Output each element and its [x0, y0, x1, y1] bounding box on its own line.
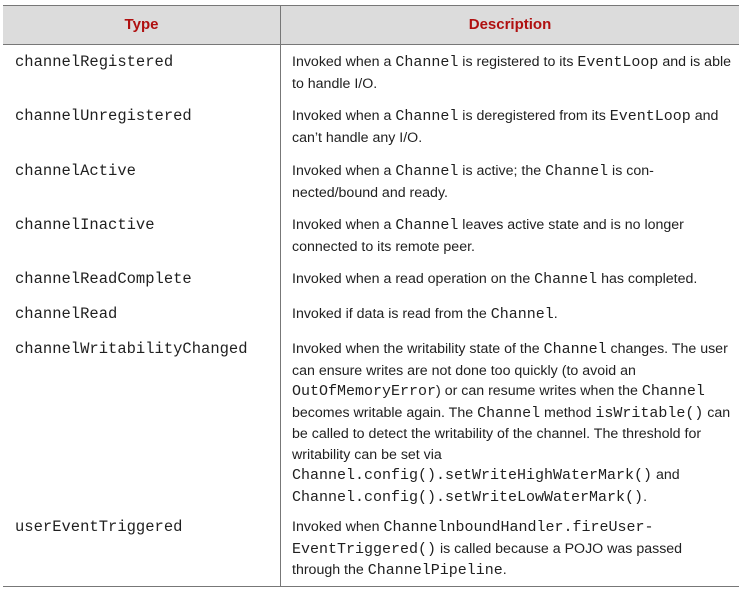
- description-cell: Invoked when ChannelnboundHandler.fireUser-EventTriggered() is called because a POJO was passed through the ChannelPipeline.: [292, 519, 683, 579]
- description-cell: Invoked when a Channel leaves active state and is no longer connected to its remote peer.: [292, 217, 684, 255]
- table-header: [3, 5, 739, 45]
- column-divider: [280, 5, 281, 587]
- description-cell: Invoked when a Channel is registered to its EventLoop and is able to handle I/O.: [292, 54, 732, 92]
- type-cell: channelActive: [15, 162, 136, 180]
- description-cell: Invoked if data is read from the Channel.: [292, 306, 558, 323]
- description-cell: Invoked when a read operation on the Channel has completed.: [292, 271, 698, 288]
- description-cell: Invoked when a Channel is active; the Channel is con-nected/bound and ready.: [292, 163, 654, 201]
- type-cell: channelWritabilityChanged: [15, 340, 248, 358]
- type-cell: channelRead: [15, 305, 118, 323]
- description-cell: Invoked when a Channel is deregistered from its EventLoop and can’t handle any I/O.: [292, 108, 719, 146]
- type-cell: channelUnregistered: [15, 107, 192, 125]
- header-description: Description: [468, 16, 552, 33]
- type-cell: channelInactive: [15, 216, 155, 234]
- type-cell: channelReadComplete: [15, 270, 192, 288]
- type-cell: userEventTriggered: [15, 518, 183, 536]
- type-cell: channelRegistered: [15, 53, 174, 71]
- description-cell: Invoked when the writability state of the Channel changes. The user can ensure writes are not done too quickly (to avoid an OutOfMemoryError) or can resume writes when the Channel becomes writable again. The Channel method isWritable() can be called to detect the writability of the channel. The threshold for writability can be set via Channel.config().setWriteHighWaterMark() and Channel.config().setWriteLowWaterMark().: [292, 341, 731, 506]
- table-bottom-rule: [3, 586, 739, 587]
- header-type: Type: [124, 16, 159, 33]
